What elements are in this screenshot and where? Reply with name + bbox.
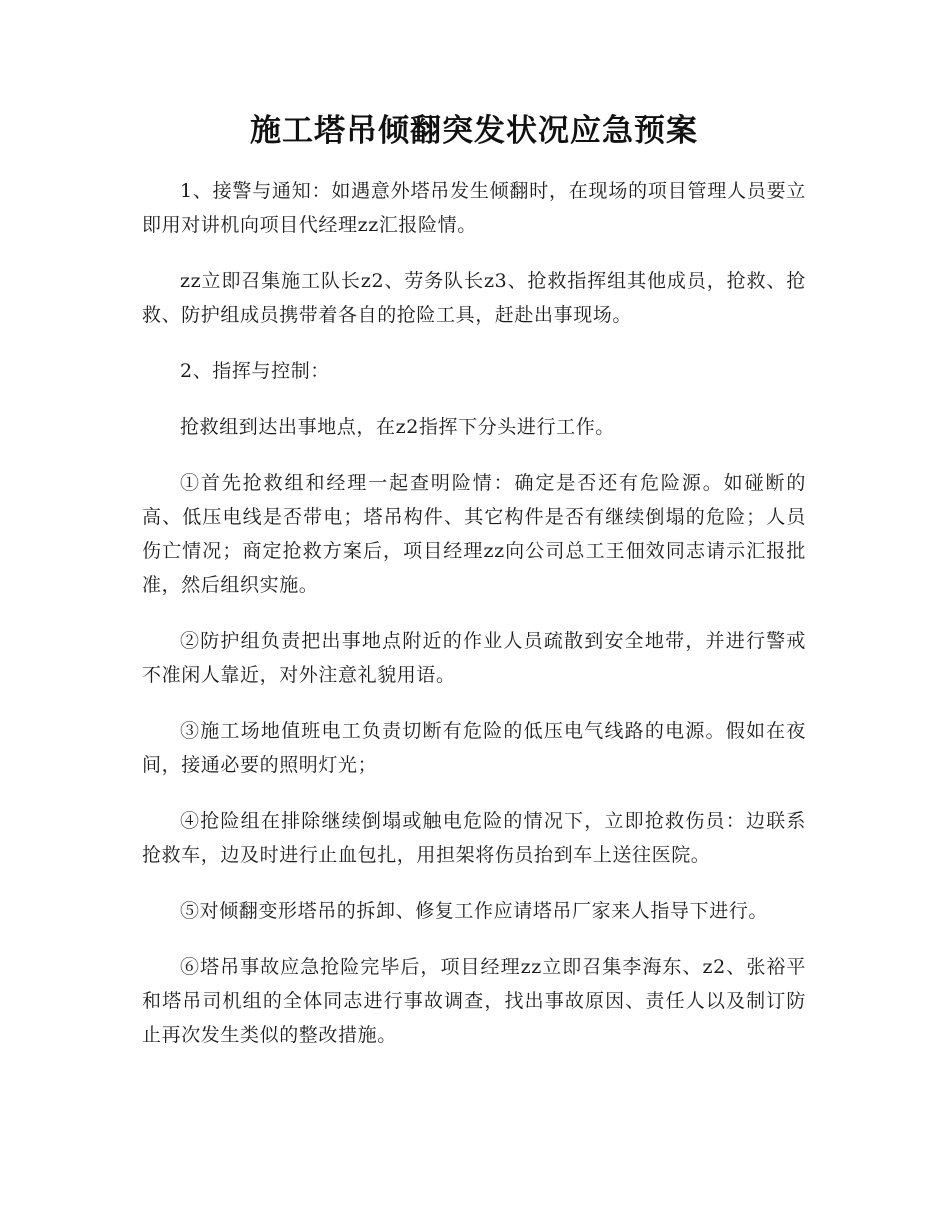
paragraph-step-6: ⑥塔吊事故应急抢险完毕后，项目经理zz立即召集李海东、z2、张裕平和塔吊司机组的全体同志进行事故调查，找出事故原因、责任人以及制订防止再次发生类似的整改措施。 [142,956,806,1046]
paragraph-rescue-arrival: 抢救组到达出事地点，在z2指挥下分头进行工作。 [180,416,615,438]
document-page [142,108,806,1074]
paragraph-step-2: ②防护组负责把出事地点附近的作业人员疏散到安全地带，并进行警戒不准闲人靠近，对外注意礼貌用语。 [142,630,806,686]
document-title: 施工塔吊倾翻突发状况应急预案 [250,113,698,149]
paragraph-step-4: ④抢险组在排除继续倒塌或触电危险的情况下，立即抢救伤员：边联系抢救车，边及时进行止血包扎，用担架将伤员抬到车上送往医院。 [142,810,806,866]
paragraph-step-3: ③施工场地值班电工负责切断有危险的低压电气线路的电源。假如在夜间，接通必要的照明灯光； [142,720,806,776]
paragraph-assemble-team: zz立即召集施工队长z2、劳务队长z3、抢救指挥组其他成员，抢救、抢救、防护组成员携带着各自的抢险工具，赶赴出事现场。 [142,270,806,326]
paragraph-command-heading: 2、指挥与控制： [180,360,330,382]
paragraph-step-1: ①首先抢救组和经理一起查明险情：确定是否还有危险源。如碰断的高、低压电线是否带电；塔吊构件、其它构件是否有继续倒塌的危险；人员伤亡情况；商定抢救方案后，项目经理zz向公司总工王佃效同志请示汇报批准，然后组织实施。 [142,472,806,596]
paragraph-step-5: ⑤对倾翻变形塔吊的拆卸、修复工作应请塔吊厂家来人指导下进行。 [180,900,769,922]
paragraph-alert-notification: 1、接警与通知：如遇意外塔吊发生倾翻时，在现场的项目管理人员要立即用对讲机向项目代经理zz汇报险情。 [142,180,806,236]
